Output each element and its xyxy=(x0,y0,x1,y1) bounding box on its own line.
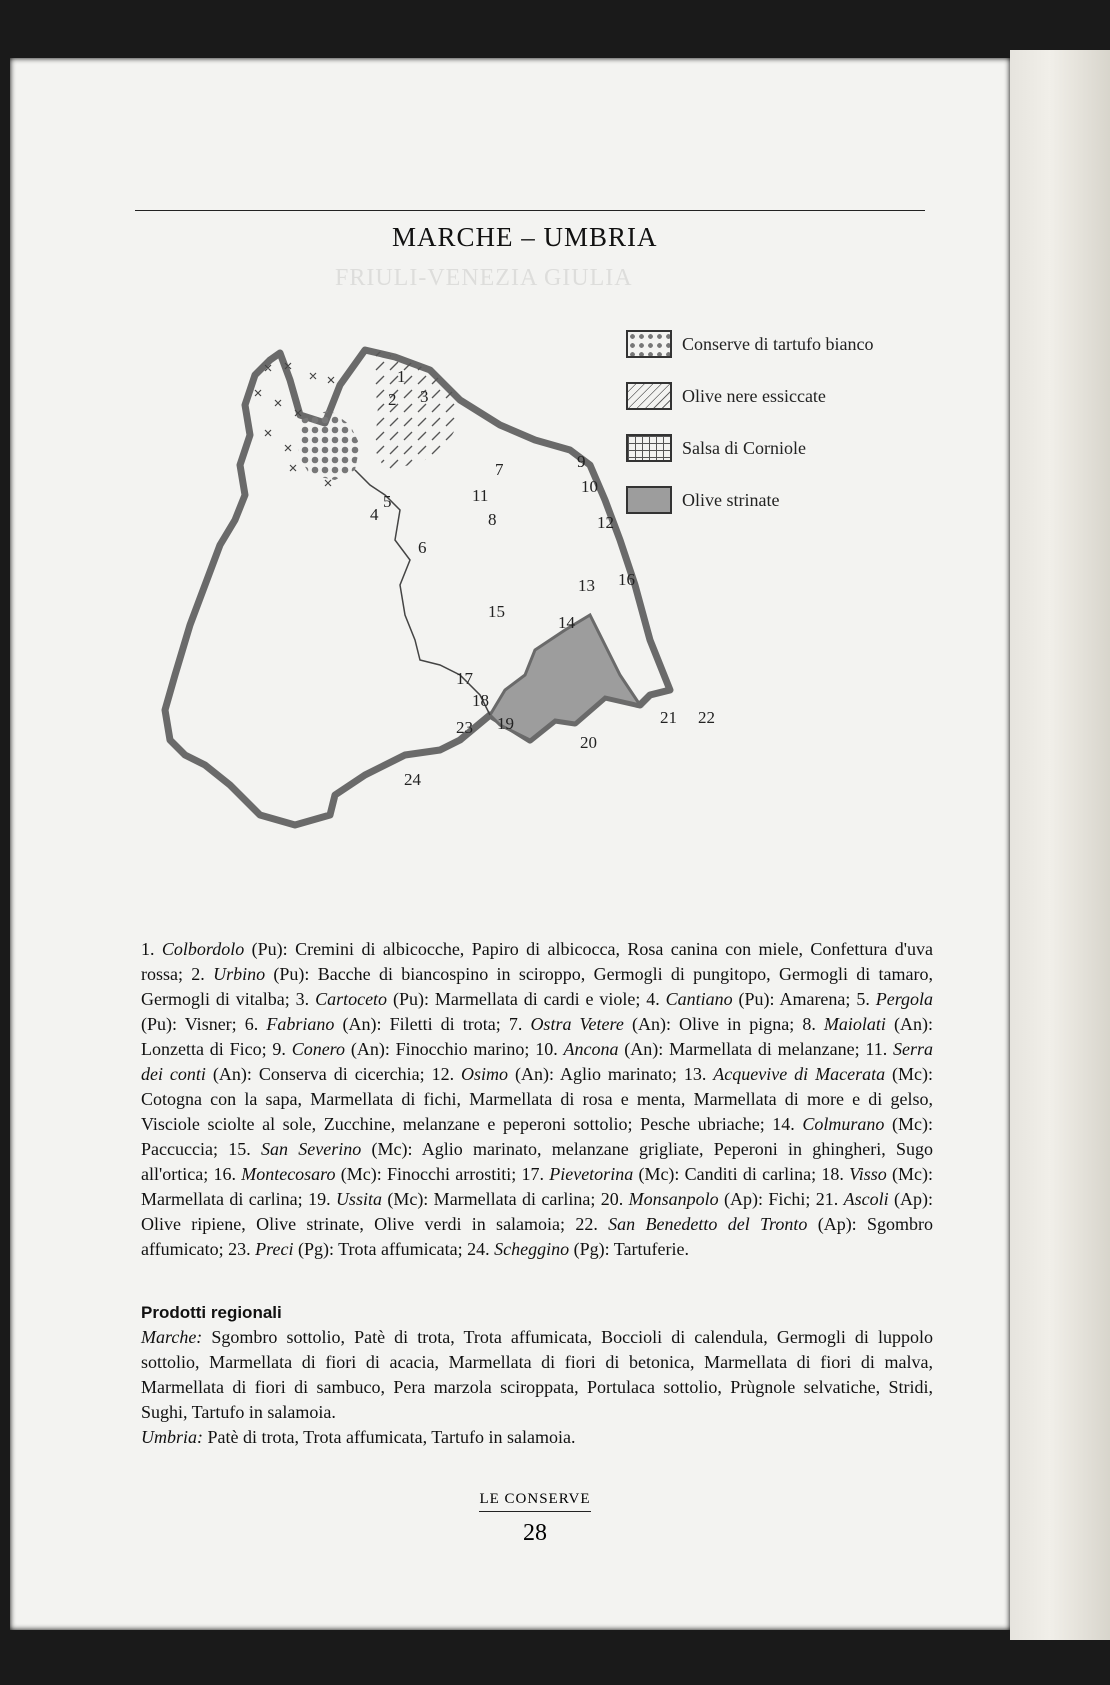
regional-heading: Prodotti regionali xyxy=(141,1303,282,1322)
entry-place: Fabriano xyxy=(266,1014,335,1034)
legend-label: Olive strinate xyxy=(682,489,780,510)
title-rule xyxy=(135,210,925,211)
map-num-16: 16 xyxy=(618,570,635,589)
entry-place: Monsanpolo xyxy=(628,1189,719,1209)
entry-8: 8. Maiolati (An): Lonzetta di Fico; xyxy=(141,1014,933,1059)
entry-place: Acquevive di Macerata xyxy=(713,1064,886,1084)
grid-swatch-icon xyxy=(626,434,672,462)
entry-place: Colmurano xyxy=(802,1114,885,1134)
entry-place: Cantiano xyxy=(665,989,733,1009)
entry-6: 6. Fabriano (An): Filetti di trota; xyxy=(244,1014,509,1034)
map-num-1: 1 xyxy=(397,367,406,386)
entry-20: 20. Monsanpolo (Ap): Fichi; xyxy=(600,1189,816,1209)
marche-paragraph xyxy=(141,1325,933,1425)
umbria-items: Patè di trota, Trota affumicata, Tartufo in salamoia. xyxy=(207,1427,576,1447)
entry-2: 2. Urbino (Pu): Bacche di biancospino in sciroppo, Germogli di pungitopo, Germogli di tamaro, Germogli di vitalba; xyxy=(141,964,934,1009)
legend-item-dashes xyxy=(626,370,873,422)
entry-place: San Severino xyxy=(260,1139,362,1159)
bleed-through-text: FRIULI-VENEZIA GIULIA xyxy=(335,265,633,291)
map-num-19: 19 xyxy=(497,714,514,733)
map-num-8: 8 xyxy=(488,510,497,529)
entry-14: 14. Colmurano (Mc): Paccuccia; xyxy=(141,1114,934,1159)
entry-18: 18. Visso (Mc): Marmellata di carlina; xyxy=(141,1164,934,1209)
entry-9: 9. Conero (An): Finocchio marino; xyxy=(272,1039,536,1059)
entries-paragraph xyxy=(141,937,933,1262)
map-num-12: 12 xyxy=(597,513,614,532)
region-map xyxy=(150,345,715,905)
entry-place: Visso xyxy=(849,1164,887,1184)
entry-place: Ostra Vetere xyxy=(530,1014,624,1034)
entry-12: 12. Osimo (An): Aglio marinato; xyxy=(431,1064,684,1084)
entry-place: Preci xyxy=(255,1239,294,1259)
entry-place: Maiolati xyxy=(823,1014,886,1034)
marche-label: Marche: xyxy=(141,1327,203,1347)
entry-15: 15. San Severino (Mc): Aglio marinato, melanzane grigliate, Peperoni in ghingheri, Sugo all'ortica; xyxy=(141,1139,933,1184)
dashes-swatch-icon xyxy=(626,382,672,410)
entry-4: 4. Cantiano (Pu): Amarena; xyxy=(646,989,857,1009)
gray-swatch-icon xyxy=(626,486,672,514)
map-num-4: 4 xyxy=(370,505,379,524)
page-title: MARCHE – UMBRIA xyxy=(392,222,658,252)
legend-label: Conserve di tartufo bianco xyxy=(682,333,874,354)
map-num-24: 24 xyxy=(404,770,421,789)
entry-place: Pergola xyxy=(875,989,934,1009)
entry-place: Osimo xyxy=(461,1064,509,1084)
entry-16: 16. Montecosaro (Mc): Finocchi arrostiti; xyxy=(213,1164,522,1184)
page-footer xyxy=(470,1490,600,1547)
map-legend xyxy=(626,318,873,526)
footer-section: LE CONSERVE xyxy=(479,1491,590,1512)
entry-24: 24. Scheggino (Pg): Tartuferie. xyxy=(467,1239,689,1259)
entry-place: Colbordolo xyxy=(161,939,245,959)
legend-item-grid xyxy=(626,422,873,474)
entry-place: Cartoceto xyxy=(315,989,388,1009)
map-num-13: 13 xyxy=(578,576,595,595)
map-num-18: 18 xyxy=(472,691,489,710)
entry-7: 7. Ostra Vetere (An): Olive in pigna; xyxy=(508,1014,803,1034)
entry-place: Ancona xyxy=(563,1039,619,1059)
map-num-3: 3 xyxy=(420,387,429,406)
entry-11: 11. Serra dei conti (An): Conserva di cicerchia; xyxy=(141,1039,934,1084)
map-num-15: 15 xyxy=(488,602,505,621)
entry-place: Ascoli xyxy=(843,1189,889,1209)
map-num-21: 21 xyxy=(660,708,677,727)
entry-3: 3. Cartoceto (Pu): Marmellata di cardi e viole; xyxy=(295,989,647,1009)
entry-place: Conero xyxy=(291,1039,346,1059)
map-num-9: 9 xyxy=(577,452,586,471)
map-num-2: 2 xyxy=(388,390,397,409)
page-number: 28 xyxy=(523,1520,547,1546)
legend-item-dots xyxy=(626,318,873,370)
entry-place: Ussita xyxy=(335,1189,382,1209)
regional-products xyxy=(141,1300,933,1450)
map-num-20: 20 xyxy=(580,733,597,752)
map-num-17: 17 xyxy=(456,669,473,688)
map-num-5: 5 xyxy=(383,492,392,511)
legend-item-gray xyxy=(626,474,873,526)
entry-5: 5. Pergola (Pu): Visner; xyxy=(141,989,934,1034)
map-num-22: 22 xyxy=(698,708,715,727)
dots-swatch-icon xyxy=(626,330,672,358)
entry-place: Serra dei conti xyxy=(141,1039,934,1084)
map-num-7: 7 xyxy=(495,460,504,479)
entry-23: 23. Preci (Pg): Trota affumicata; xyxy=(228,1239,468,1259)
map-num-10: 10 xyxy=(581,477,598,496)
entry-place: Pievetorina xyxy=(549,1164,634,1184)
entry-13: 13. Acquevive di Macerata (Mc): Cotogna con la sapa, Marmellata di fichi, Marmellata di rosa e menta, Marmellata di more e di gelso, Visciole sciolte al sole, Zucchine, melanzane e peperoni sottolio; Pesche ubriache; xyxy=(141,1064,934,1134)
entry-19: 19. Ussita (Mc): Marmellata di carlina; xyxy=(308,1189,601,1209)
entry-place: Scheggino xyxy=(494,1239,570,1259)
entry-21: 21. Ascoli (Ap): Olive ripiene, Olive strinate, Olive verdi in salamoia; xyxy=(141,1189,933,1234)
map-num-14: 14 xyxy=(558,613,575,632)
entry-1: 1. Colbordolo (Pu): Cremini di albicocche, Papiro di albicocca, Rosa canina con miele, Confettura d'uva rossa; xyxy=(141,939,933,984)
umbria-paragraph xyxy=(141,1425,933,1450)
entry-17: 17. Pievetorina (Mc): Canditi di carlina; xyxy=(521,1164,822,1184)
entry-10: 10. Ancona (An): Marmellata di melanzane; xyxy=(535,1039,866,1059)
entry-place: San Benedetto del Tronto xyxy=(608,1214,808,1234)
legend-label: Salsa di Corniole xyxy=(682,437,806,458)
map-num-23: 23 xyxy=(456,718,473,737)
entry-place: Montecosaro xyxy=(241,1164,336,1184)
map-num-6: 6 xyxy=(418,538,427,557)
map-num-11: 11 xyxy=(472,486,489,505)
entry-place: Urbino xyxy=(213,964,266,984)
umbria-label: Umbria: xyxy=(141,1427,203,1447)
legend-label: Olive nere essiccate xyxy=(682,385,826,406)
entry-22: 22. San Benedetto del Tronto (Ap): Sgombro affumicato; xyxy=(141,1214,933,1259)
marche-items: Sgombro sottolio, Patè di trota, Trota affumicata, Boccioli di calendula, Germogli di luppolo sottolio, Marmellata di fiori di acacia, Marmellata di fiori di betonica, Marmellata di fiori di malva, Marmellata di fiori di sambuco, Pera marzola sciroppata, Portulaca sottolio, Prùgnole selvatiche, Stridi, Sughi, Tartufo in salamoia. xyxy=(141,1327,934,1422)
book-spine xyxy=(1010,50,1110,1640)
